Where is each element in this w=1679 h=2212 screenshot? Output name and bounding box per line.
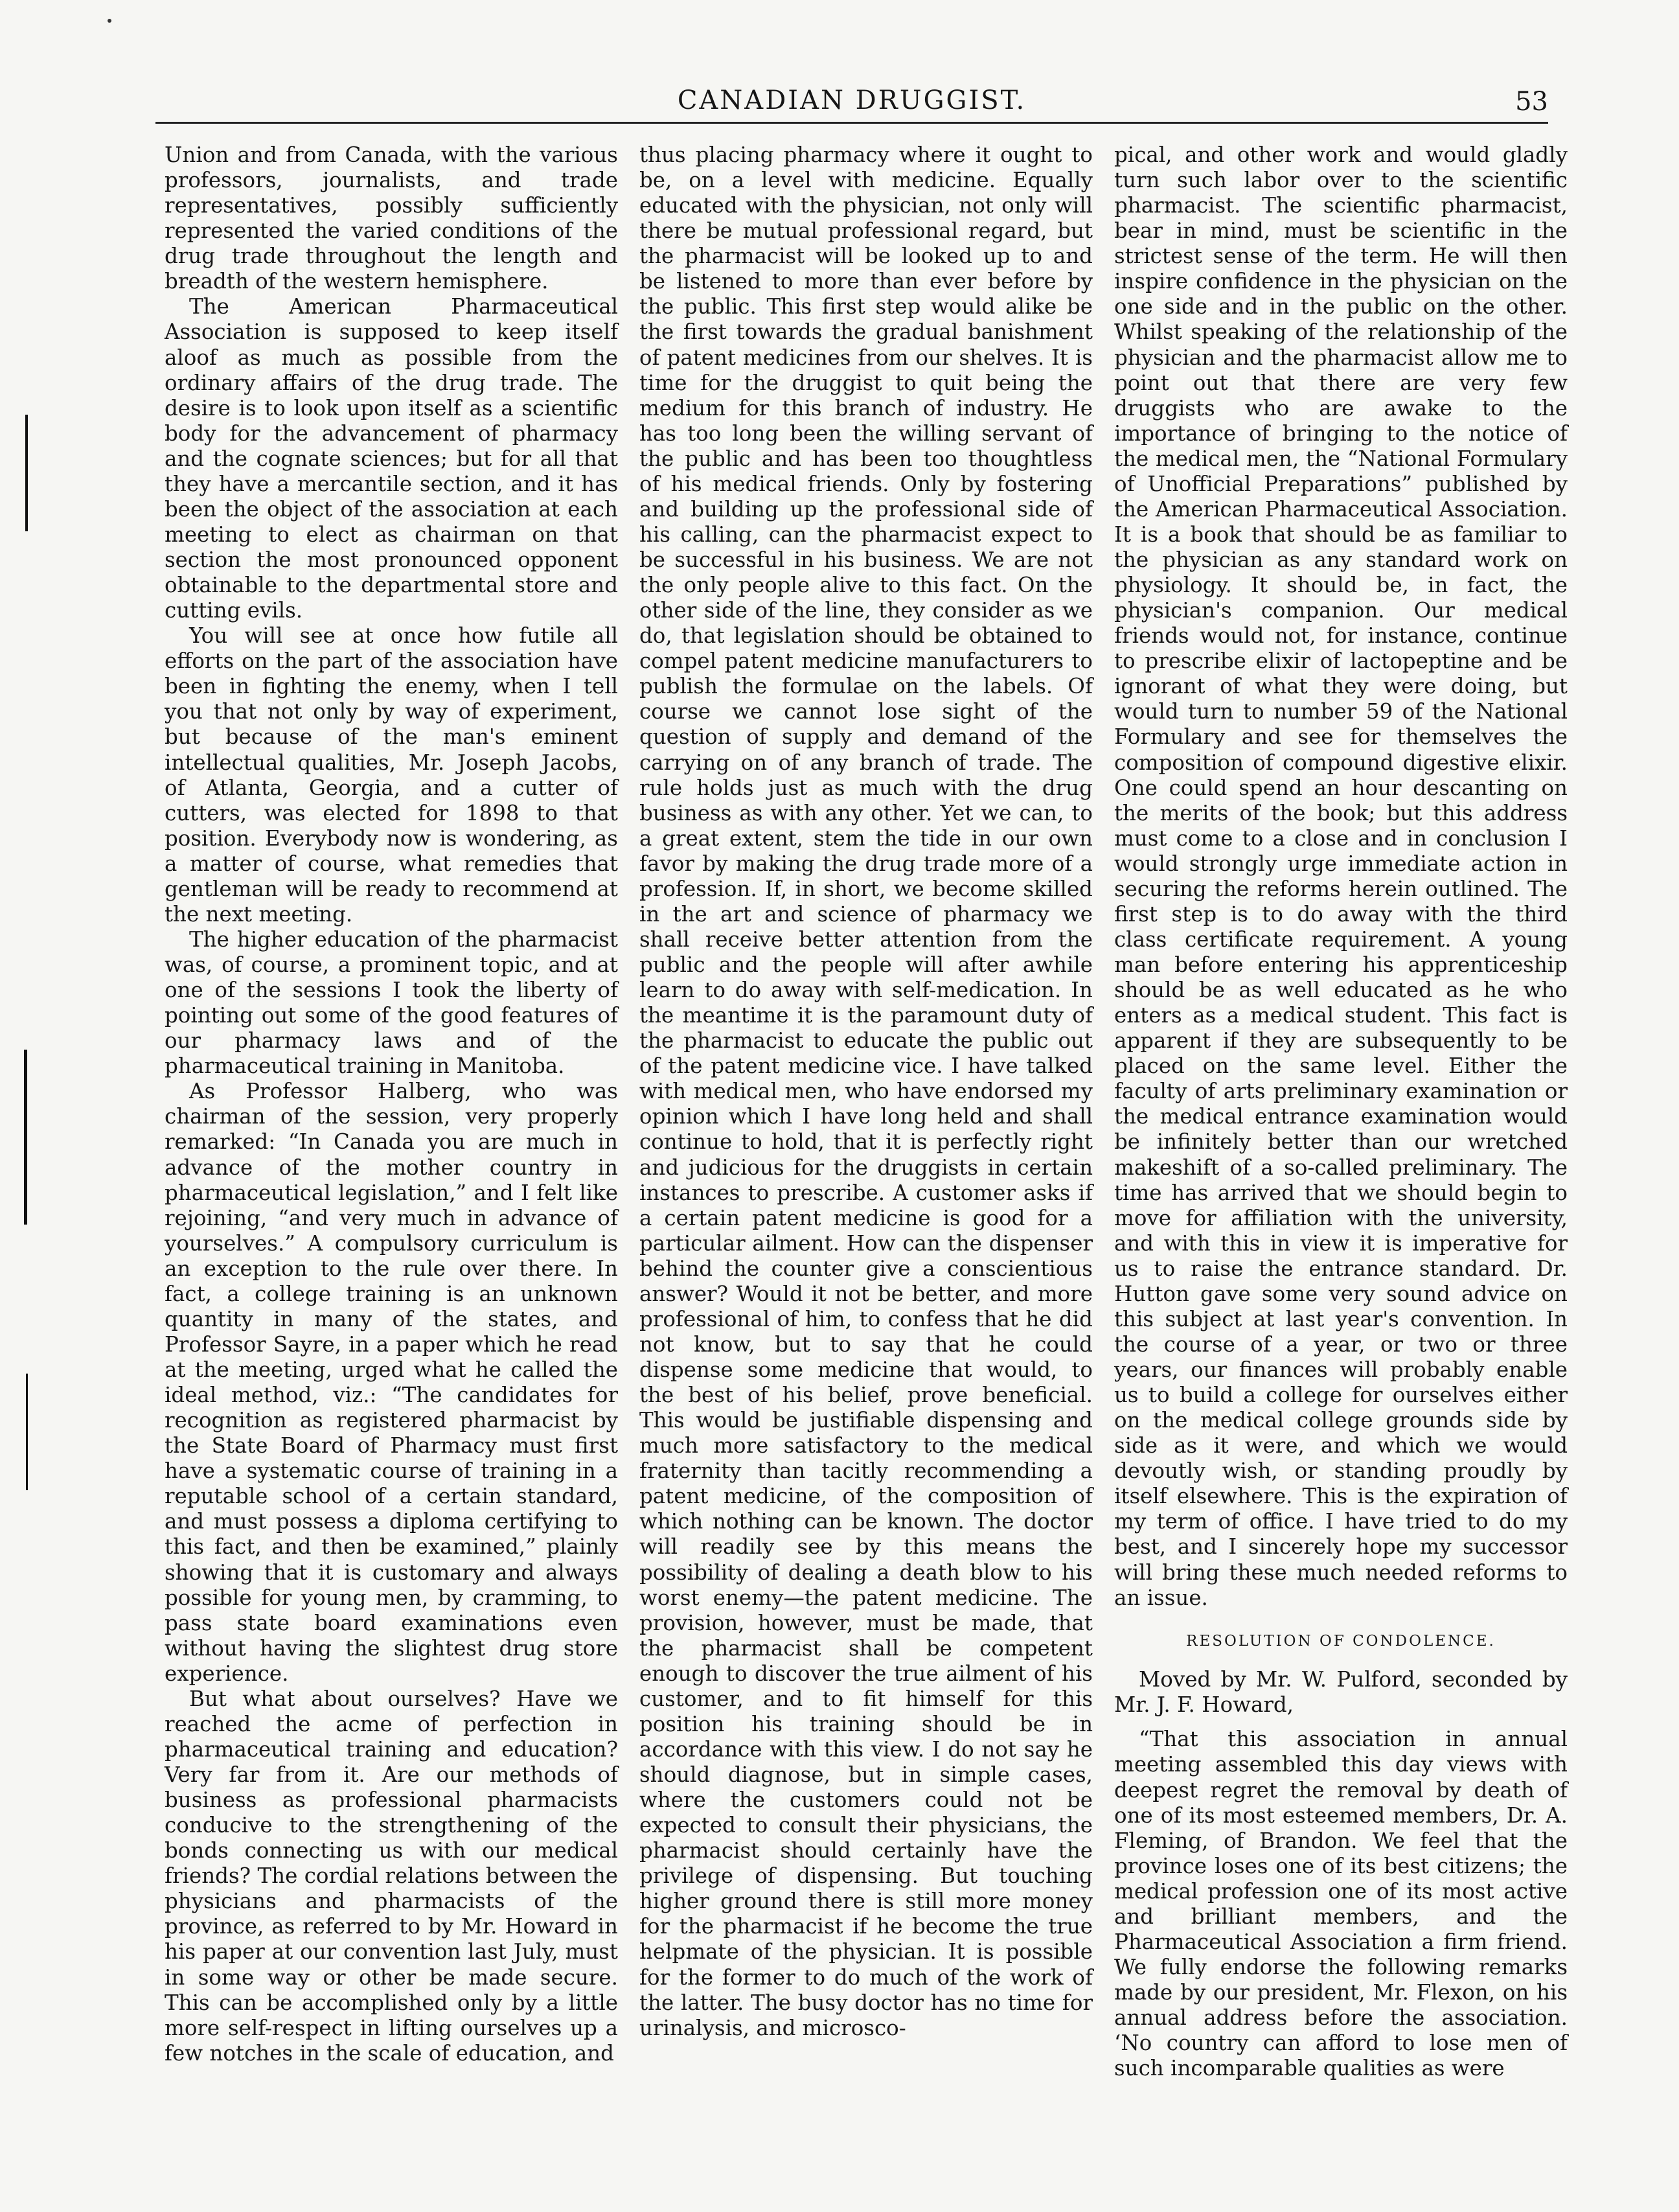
publication-title: CANADIAN DRUGGIST. <box>677 86 1027 115</box>
paragraph: The American Pharmaceutical Association is supposed to keep itself aloof as much as possible from the ordinary affairs of the drug trade. The desire is to look upon itself as a scientific body for the advancement of pharmacy and the cognate sciences; but for all that they have a mercantile section, and it has been the object of the association at each meeting to elect as chairman on that section the most pronounced opponent obtainable to the departmental store and cutting evils. <box>165 294 618 623</box>
paragraph: “That this association in annual meeting assembled this day views with deepest regret the removal by death of one of its most esteemed members, Dr. A. Fleming, of Brandon. We feel that the province loses one of its best citizens; the medical profession one of its most active and brilliant members, and the Pharmaceutical Association a firm friend. We fully endorse the following remarks made by our president, Mr. Flexon, on his annual address before the association. ‘No country can afford to lose men of such incomparable qualities as were <box>1114 1727 1568 2081</box>
margin-mark <box>24 1050 27 1225</box>
speck-mark <box>108 19 111 23</box>
column-1 <box>165 143 618 2066</box>
paragraph: The higher education of the pharmacist was, of course, a prominent topic, and at one of the sessions I took the liberty of pointing out some of the good features of our pharmacy laws and of the pharmaceutical training in Manitoba. <box>165 927 618 1079</box>
paragraph: But what about ourselves? Have we reached the acme of perfection in pharmaceutical training and education? Very far from it. Are our methods of business as professional pharmacists conducive to the strengthening of the bonds connecting us with our medical friends? The cordial relations between the physicians and pharmacists of the province, as referred to by Mr. Howard in his paper at our convention last July, must in some way or other be made secure. This can be accomplished only by a little more self-respect in lifting ourselves up a few notches in the scale of education, and <box>165 1686 618 2066</box>
column-3 <box>1114 143 1568 2081</box>
paragraph: Moved by Mr. W. Pulford, seconded by Mr. J. F. Howard, <box>1114 1667 1568 1718</box>
section-heading: RESOLUTION OF CONDOLENCE. <box>1186 1632 1496 1650</box>
page-number: 53 <box>1515 87 1548 117</box>
paragraph: As Professor Halberg, who was chairman of the session, very properly remarked: “In Canada you are much in advance of the mother country in pharmaceutical legislation,” and I felt like rejoining, “and very much in advance of yourselves.” A compulsory curriculum is an exception to the rule over there. In fact, a college training is an unknown quantity in many of the states, and Professor Sayre, in a paper which he read at the meeting, urged what he called the ideal method, viz.: “The candidates for recognition as registered pharmacist by the State Board of Pharmacy must first have a systematic course of training in a reputable school of a certain standard, and must possess a diploma certifying to this fact, and then be examined,” plainly showing that it is customary and always possible for young men, by cramming, to pass state board examinations even without having the slightest drug store experience. <box>165 1079 618 1686</box>
paragraph: Union and from Canada, with the various professors, journalists, and trade representatives, possibly sufficiently represented the varied conditions of the drug trade throughout the length and breadth of the western hemisphere. <box>165 143 618 294</box>
margin-mark <box>25 415 28 531</box>
column-2 <box>639 143 1093 2041</box>
paragraph: You will see at once how futile all efforts on the part of the association have been in fighting the enemy, when I tell you that not only by way of experiment, but because of the man's eminent intellectual qualities, Mr. Joseph Jacobs, of Atlanta, Georgia, and a cutter of cutters, was elected for 1898 to that position. Everybody now is wondering, as a matter of course, what remedies that gentleman will be ready to recommend at the next meeting. <box>165 623 618 927</box>
running-header <box>155 83 1548 122</box>
paragraph: thus placing pharmacy where it ought to be, on a level with medicine. Equally educated with the physician, not only will there be mutual professional regard, but the pharmacist will be looked up to and be listened to more than ever before by the public. This first step would alike be the first towards the gradual banishment of patent medicines from our shelves. It is time for the druggist to quit being the medium for this branch of industry. He has too long been the willing servant of the public and has been too thoughtless of his medical friends. Only by fostering and building up the professional side of his calling, can the pharmacist expect to be successful in his business. We are not the only people alive to this fact. On the other side of the line, they consider as we do, that legislation should be obtained to compel patent medicine manufacturers to publish the formulae on the labels. Of course we cannot lose sight of the question of supply and demand of the carrying on of any branch of trade. The rule holds just as much with the drug business as with any other. Yet we can, to a great extent, stem the tide in our own favor by making the drug trade more of a profession. If, in short, we become skilled in the art and science of pharmacy we shall receive better attention from the public and the people will after awhile learn to do away with self-medication. In the meantime it is the paramount duty of the pharmacist to educate the public out of the patent medicine vice. I have talked with medical men, who have endorsed my opinion which I have long held and shall continue to hold, that it is perfectly right and judicious for the druggists in certain instances to prescribe. A customer asks if a certain patent medicine is good for a particular ailment. How can the dispenser behind the counter give a conscientious answer? Would it not be better, and more professional of him, to confess that he did not know, but to say that he could dispense some medicine that would, to the best of his belief, prove beneficial. This would be justifiable dispensing and much more satisfactory to the medical fraternity than tacitly recommending a patent medicine, of the composition of which nothing can be known. The doctor will readily see by this means the possibility of dealing a death blow to his worst enemy—the patent medicine. The provision, however, must be made, that the pharmacist shall be competent enough to discover the true ailment of his customer, and to fit himself for this position his training should be in accordance with this view. I do not say he should diagnose, but in simple cases, where the customers could not be expected to consult their physicians, the pharmacist should certainly have the privilege of dispensing. But touching higher ground there is still more money for the pharmacist if he become the true helpmate of the physician. It is possible for the former to do much of the work of the latter. The busy doctor has no time for urinalysis, and microsco- <box>639 143 1093 2040</box>
paragraph-spacer <box>1114 1718 1568 1727</box>
header-rule <box>155 122 1548 124</box>
margin-mark <box>26 1374 28 1490</box>
paragraph: pical, and other work and would gladly turn such labor over to the scientific pharmacist. The scientific pharmacist, bear in mind, must be scientific in the strictest sense of the term. He will then inspire confidence in the physician on the one side and in the public on the other. Whilst speaking of the relationship of the physician and the pharmacist allow me to point out that there are very few druggists who are awake to the importance of bringing to the notice of the medical men, the “National Formulary of Unofficial Preparations” published by the American Pharmaceutical Association. It is a book that should be as familiar to the physician as any standard work on physiology. It should be, in fact, the physician's companion. Our medical friends would not, for instance, continue to prescribe elixir of lactopeptine and be ignorant of what they were doing, but would turn to number 59 of the National Formulary and see for themselves the composition of compound digestive elixir. One could spend an hour descanting on the merits of the book; but this address must come to a close and in conclusion I would strongly urge immediate action in securing the reforms herein outlined. The first step is to do away with the third class certificate requirement. A young man before entering his apprenticeship should be as well educated as he who enters as a medical student. This fact is apparent if they are subsequently to be placed on the same level. Either the faculty of arts preliminary examination or the medical entrance examination would be infinitely better than our wretched makeshift of a so-called preliminary. The time has arrived that we should begin to move for affiliation with the university, and with this in view it is imperative for us to raise the entrance standard. Dr. Hutton gave some very sound advice on this subject at last year's convention. In the course of a year, or two or three years, our finances will probably enable us to build a college for ourselves either on the medical college grounds side by side as it were, and which we would devoutly wish, or standing proudly by itself elsewhere. This is the expiration of my term of office. I have tried to do my best, and I sincerely hope my successor will bring these much needed reforms to an issue. <box>1114 143 1568 1610</box>
